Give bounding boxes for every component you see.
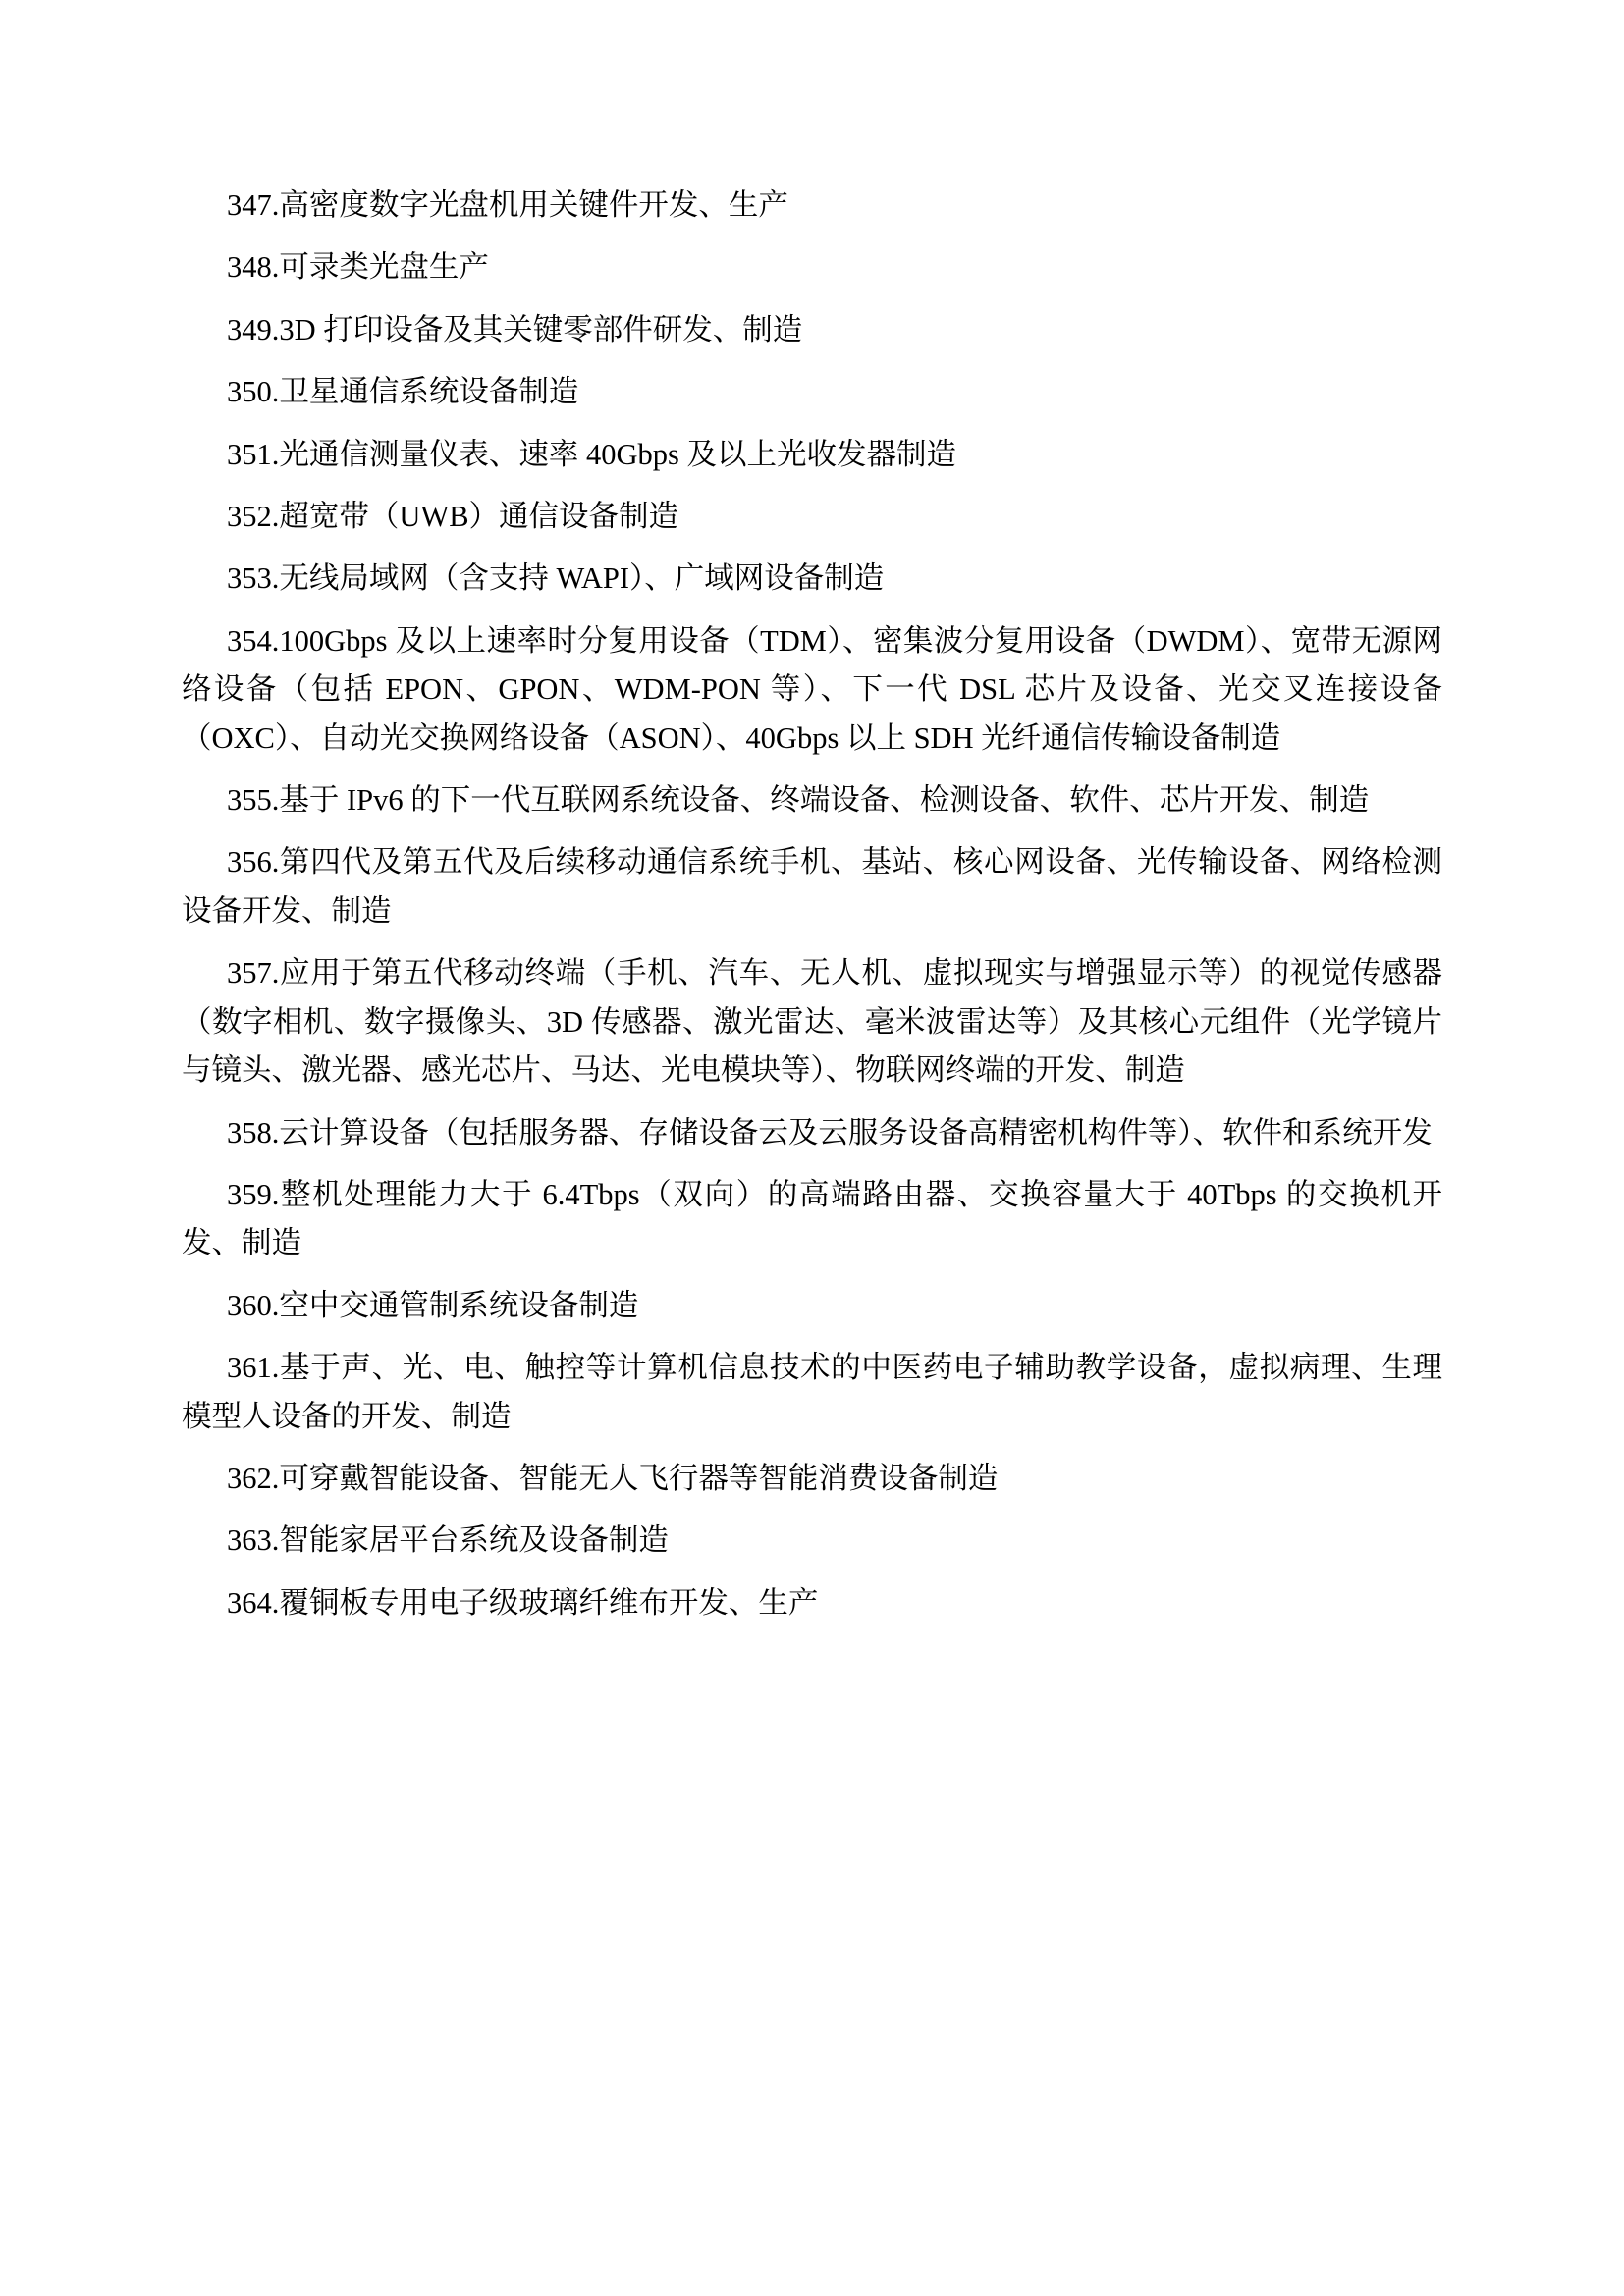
list-item: 354.100Gbps 及以上速率时分复用设备（TDM）、密集波分复用设备（DWDM）、宽带无源网络设备（包括 EPON、GPON、WDM-PON 等）、下一代 DSL 芯片及设备、光交叉连接设备（OXC）、自动光交换网络设备（ASON）、40Gbps 以上 SDH 光纤通信传输设备制造 xyxy=(182,623,1442,755)
list-item: 351.光通信测量仪表、速率 40Gbps 及以上光收发器制造 xyxy=(227,437,957,471)
list-item: 349.3D 打印设备及其关键零部件研发、制造 xyxy=(227,312,803,347)
list-item: 348.可录类光盘生产 xyxy=(227,250,489,285)
list-item: 352.超宽带（UWB）通信设备制造 xyxy=(227,500,679,534)
list-item: 350.卫星通信系统设备制造 xyxy=(227,375,579,409)
document-body xyxy=(182,182,1442,1628)
list-item: 347.高密度数字光盘机用关键件开发、生产 xyxy=(227,188,788,222)
list-item: 355.基于 IPv6 的下一代互联网系统设备、终端设备、检测设备、软件、芯片开发、制造 xyxy=(227,783,1370,818)
list-item: 361.基于声、光、电、触控等计算机信息技术的中医药电子辅助教学设备，虚拟病理、生理模型人设备的开发、制造 xyxy=(182,1351,1442,1433)
list-item: 363.智能家居平台系统及设备制造 xyxy=(227,1523,669,1558)
list-item: 356.第四代及第五代及后续移动通信系统手机、基站、核心网设备、光传输设备、网络检测设备开发、制造 xyxy=(182,845,1442,928)
list-item: 364.覆铜板专用电子级玻璃纤维布开发、生产 xyxy=(227,1585,819,1620)
list-item: 362.可穿戴智能设备、智能无人飞行器等智能消费设备制造 xyxy=(227,1461,999,1495)
list-item: 360.空中交通管制系统设备制造 xyxy=(227,1288,639,1322)
list-item: 357.应用于第五代移动终端（手机、汽车、无人机、虚拟现实与增强显示等）的视觉传感器（数字相机、数字摄像头、3D 传感器、激光雷达、毫米波雷达等）及其核心元组件（光学镜片与镜头、激光器、感光芯片、马达、光电模块等）、物联网终端的开发、制造 xyxy=(182,956,1442,1088)
list-item: 353.无线局域网（含支持 WAPI）、广域网设备制造 xyxy=(227,561,885,596)
list-item: 358.云计算设备（包括服务器、存储设备云及云服务设备高精密机构件等）、软件和系统开发 xyxy=(227,1115,1433,1149)
list-item: 359.整机处理能力大于 6.4Tbps（双向）的高端路由器、交换容量大于 40Tbps 的交换机开发、制造 xyxy=(182,1177,1442,1260)
